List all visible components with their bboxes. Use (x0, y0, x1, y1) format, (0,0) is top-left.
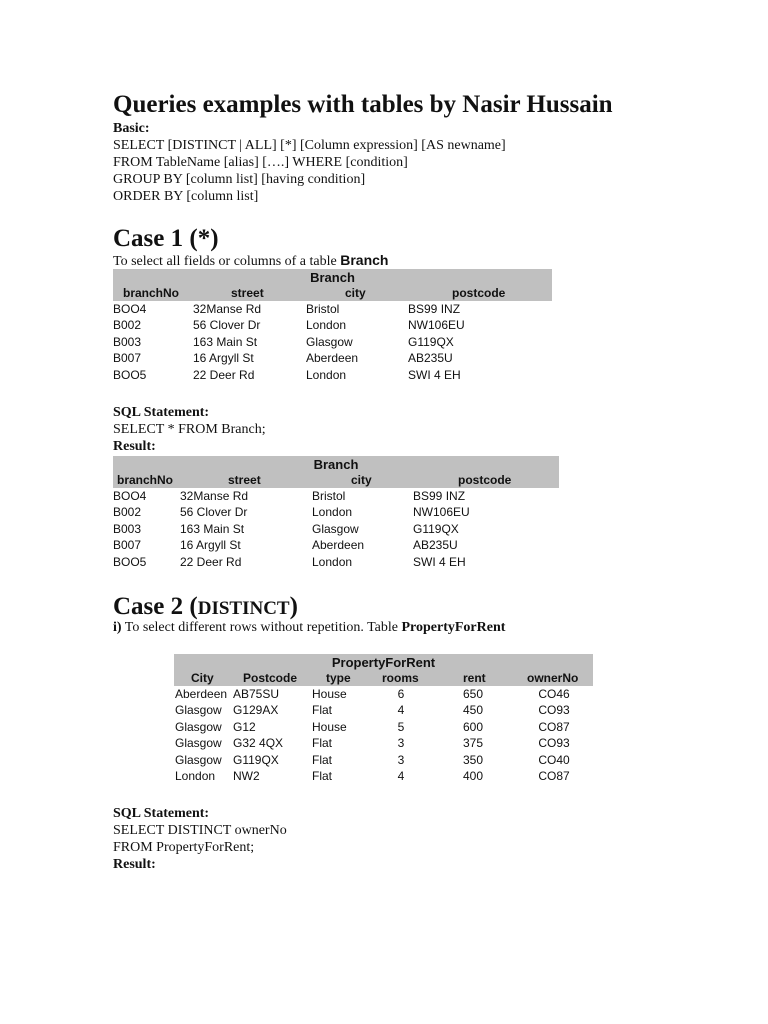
table-row (174, 752, 593, 768)
basic-line-1: SELECT [DISTINCT | ALL] [*] [Column expression] [AS newname] (113, 138, 506, 153)
table-cell: 32Manse Rd (180, 489, 249, 503)
column-header-branchno: branchNo (117, 473, 174, 487)
table-cell: BOO5 (113, 554, 147, 569)
table-cell: CO93 (538, 703, 570, 718)
table-row (174, 719, 593, 735)
table-cell: Flat (312, 768, 333, 783)
table-cell: G119QX (413, 521, 459, 536)
table-cell: 400 (463, 768, 484, 783)
table-cell: 3 (397, 752, 405, 767)
table-row (113, 504, 559, 520)
branch-result-table-title: Branch (313, 457, 359, 472)
table-cell: Aberdeen (306, 351, 359, 366)
table-cell: 4 (397, 768, 405, 783)
table-cell: 450 (463, 703, 484, 718)
table-cell: NW106EU (413, 505, 470, 520)
property-table-title: PropertyForRent (331, 655, 436, 670)
branch-table-columns (113, 286, 552, 301)
table-cell: Glasgow (175, 752, 222, 767)
table-cell: 4 (397, 703, 405, 718)
table-cell: 5 (397, 719, 405, 734)
table-row (113, 537, 559, 553)
case2-heading-end: ) (289, 593, 298, 620)
table-cell: 163 Main St (180, 521, 245, 536)
table-cell: BOO5 (113, 367, 147, 382)
table-cell: Glasgow (175, 703, 222, 718)
table-cell: 16 Argyll St (193, 351, 254, 366)
table-cell: B003 (113, 521, 142, 536)
column-header-postcode: postcode (458, 473, 512, 487)
column-header-rent: rent (463, 671, 486, 685)
case2-heading-main: Case 2 ( (113, 593, 198, 620)
branch-table (113, 269, 552, 383)
column-header-type: type (326, 671, 351, 685)
table-cell: Aberdeen (312, 538, 365, 553)
table-cell: SWI 4 EH (408, 367, 461, 382)
column-header-city: city (345, 286, 366, 300)
table-cell: London (306, 318, 347, 333)
case1-description (113, 252, 388, 270)
table-row (174, 702, 593, 718)
column-header-rooms: rooms (382, 671, 419, 685)
table-cell: Glasgow (175, 719, 222, 734)
branch-table-header (113, 269, 552, 301)
property-table-header (174, 654, 593, 686)
case1-sql-statement: SELECT * FROM Branch; (113, 422, 266, 437)
case1-sql-label: SQL Statement: (113, 405, 210, 420)
table-cell: Bristol (312, 489, 346, 503)
basic-label: Basic: (113, 121, 150, 136)
table-cell: 650 (463, 687, 484, 701)
table-cell: CO40 (538, 752, 570, 767)
table-cell: NW2 (233, 768, 260, 783)
table-cell: London (312, 554, 353, 569)
table-cell: House (312, 719, 347, 734)
table-cell: House (312, 687, 347, 701)
table-row (174, 686, 593, 702)
table-cell: G129AX (233, 703, 279, 718)
branch-result-table-body (113, 488, 559, 570)
case2-result-label: Result: (113, 857, 156, 872)
table-cell: 22 Deer Rd (180, 554, 242, 569)
table-row (174, 768, 593, 784)
table-cell: AB75SU (233, 687, 280, 701)
table-cell: B002 (113, 318, 142, 333)
page-title: Queries examples with tables by Nasir Hussain (113, 91, 613, 118)
table-row (174, 735, 593, 751)
table-cell: CO87 (538, 719, 570, 734)
column-header-postcode: postcode (452, 286, 506, 300)
table-cell: BOO4 (113, 302, 147, 316)
table-cell: B007 (113, 351, 142, 366)
table-cell: BOO4 (113, 489, 147, 503)
case2-description-table: PropertyForRent (401, 620, 506, 635)
table-cell: 375 (463, 736, 484, 751)
property-table-body (174, 686, 593, 784)
table-cell: 6 (397, 687, 405, 701)
table-cell: CO87 (538, 768, 570, 783)
table-cell: BS99 INZ (413, 489, 466, 503)
property-table-columns (174, 671, 593, 686)
case2-sub-label: i) (113, 620, 122, 635)
branch-result-table-columns (113, 473, 559, 488)
case1-description-table: Branch (340, 252, 389, 268)
branch-table-title: Branch (310, 270, 355, 285)
table-row (113, 488, 559, 504)
branch-result-table (113, 456, 559, 570)
table-cell: G119QX (408, 334, 454, 349)
case1-heading: Case 1 (*) (113, 225, 219, 252)
table-cell: AB235U (408, 351, 453, 366)
table-cell: Aberdeen (175, 687, 228, 701)
branch-result-table-header (113, 456, 559, 488)
table-cell: 22 Deer Rd (193, 367, 255, 382)
case2-description-text: To select different rows without repetition. Table (121, 620, 402, 635)
basic-line-2: FROM TableName [alias] [….] WHERE [condition] (113, 155, 408, 170)
table-cell: Glasgow (306, 334, 353, 349)
case2-sql-line-1: SELECT DISTINCT ownerNo (113, 823, 287, 838)
case1-description-text: To select all fields or columns of a table (113, 254, 341, 269)
table-cell: G12 (233, 719, 256, 734)
table-cell: CO93 (538, 736, 570, 751)
table-row (113, 350, 552, 366)
table-cell: London (175, 768, 216, 783)
basic-line-3: GROUP BY [column list] [having condition] (113, 172, 366, 187)
table-cell: CO46 (538, 687, 570, 701)
table-cell: 16 Argyll St (180, 538, 241, 553)
table-cell: 350 (463, 752, 484, 767)
column-header-city: City (191, 671, 214, 685)
table-cell: AB235U (413, 538, 458, 553)
table-cell: 56 Clover Dr (193, 318, 261, 333)
table-cell: SWI 4 EH (413, 554, 466, 569)
column-header-street: street (231, 286, 264, 300)
table-row (113, 521, 559, 537)
table-row (113, 367, 552, 383)
case1-result-label: Result: (113, 439, 156, 454)
table-cell: Bristol (306, 302, 340, 316)
case2-heading-distinct: DISTINCT (197, 598, 290, 619)
column-header-street: street (228, 473, 261, 487)
case2-sql-line-2: FROM PropertyForRent; (113, 840, 255, 855)
table-cell: G119QX (233, 752, 279, 767)
table-row (113, 334, 552, 350)
table-cell: Flat (312, 703, 333, 718)
column-header-postcode: Postcode (243, 671, 298, 685)
table-row (113, 301, 552, 317)
table-cell: NW106EU (408, 318, 465, 333)
table-row (113, 317, 552, 333)
column-header-branchno: branchNo (123, 286, 180, 300)
case2-sql-label: SQL Statement: (113, 806, 210, 821)
table-cell: Flat (312, 752, 333, 767)
column-header-ownerno: ownerNo (527, 671, 579, 685)
table-cell: London (312, 505, 353, 520)
table-cell: Glasgow (175, 736, 222, 751)
table-cell: 56 Clover Dr (180, 505, 248, 520)
table-row (113, 554, 559, 570)
table-cell: London (306, 367, 347, 382)
table-cell: 32Manse Rd (193, 302, 262, 316)
branch-table-body (113, 301, 552, 383)
property-table (174, 654, 593, 784)
table-cell: BS99 INZ (408, 302, 461, 316)
table-cell: 3 (397, 736, 405, 751)
table-cell: B007 (113, 538, 142, 553)
table-cell: G32 4QX (233, 736, 284, 751)
case2-description (113, 619, 505, 636)
table-cell: 163 Main St (193, 334, 258, 349)
table-cell: B003 (113, 334, 142, 349)
table-cell: B002 (113, 505, 142, 520)
table-cell: Glasgow (312, 521, 359, 536)
basic-line-4: ORDER BY [column list] (113, 189, 259, 204)
table-cell: 600 (463, 719, 484, 734)
table-cell: Flat (312, 736, 333, 751)
column-header-city: city (351, 473, 372, 487)
